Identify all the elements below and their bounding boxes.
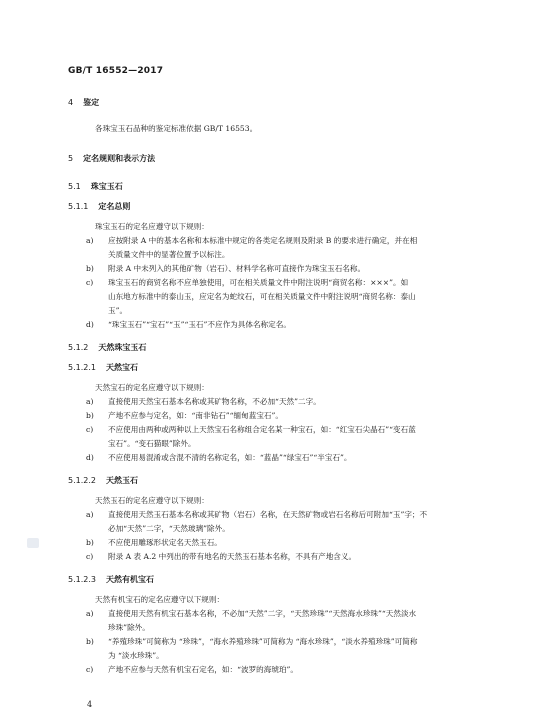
section-heading-5: [68, 153, 155, 164]
section-number: 5.1.1: [68, 202, 89, 211]
list-marker: d): [86, 320, 94, 329]
list-marker: d): [86, 453, 94, 462]
list-item: [86, 508, 496, 536]
list-item: [86, 234, 496, 262]
list-text-line: 直接使用天然宝石基本名称或其矿物名称，不必加“天然”二字。: [108, 397, 321, 406]
list-text-line: 产地不应参与天然有机宝石定名，如：“波罗的海琥珀”。: [108, 665, 299, 674]
section-5-1-2-1-intro: 天然宝石的定名应遵守以下规则：: [95, 383, 209, 392]
list-item: [86, 451, 496, 465]
list-text-line: 宝石”。“变石猫眼”除外。: [108, 439, 196, 448]
section-5-1-2-3-intro: 天然有机宝石的定名应遵守以下规则：: [95, 595, 225, 604]
list-text-line: 不应使用由两种或两种以上天然宝石名称组合定名某一种宝石，如：“红宝石尖晶石”“变石蓝: [108, 425, 416, 434]
list-marker: c): [86, 665, 94, 674]
section-4-body: 各珠宝玉石品种的鉴定标准依据 GB/T 16553。: [95, 124, 258, 133]
list-text-line: 为 “淡水珍珠”。: [108, 651, 164, 660]
section-number: 5.1.2.1: [68, 363, 96, 372]
document-code: GB/T 16552—2017: [68, 66, 164, 76]
section-5-1-1-intro: 珠宝玉石的定名应遵守以下规则：: [95, 222, 209, 231]
list-item: [86, 635, 496, 663]
list-item: [86, 409, 496, 423]
list-marker: b): [86, 538, 94, 547]
list-text-line: 应按附录 A 中的基本名称和本标准中规定的各类定名规则及附录 B 的要求进行确定，并在相: [108, 236, 418, 245]
list-text-line: 不应使用易混淆或含混不清的名称定名，如：“蓝晶”“绿宝石”“半宝石”。: [108, 453, 352, 462]
list-item: [86, 663, 496, 677]
list-text-line: 附录 A 表 A.2 中列出的带有地名的天然玉石基本名称，不具有产地含义。: [108, 552, 357, 561]
scan-mark: [27, 538, 39, 548]
list-item: [86, 276, 496, 318]
section-heading-5-1-2-1: [68, 362, 138, 373]
section-title: 天然玉石: [106, 476, 138, 485]
list-marker: b): [86, 264, 94, 273]
section-number: 5: [68, 154, 74, 163]
section-5-1-2-2-intro: 天然玉石的定名应遵守以下规则：: [95, 496, 209, 505]
list-item: [86, 262, 496, 276]
page-number: 4: [87, 700, 93, 709]
list-marker: c): [86, 425, 94, 434]
list-text-line: 山东地方标准中的泰山玉，应定名为蛇纹石，可在相关质量文件中附注说明“商贸名称：泰山: [108, 292, 416, 301]
section-heading-5-1-2-2: [68, 475, 138, 486]
section-heading-5-1-2-3: [68, 574, 154, 585]
list-text-line: 产地不应参与定名，如：“南非钻石”“缅甸蓝宝石”。: [108, 411, 283, 420]
list-marker: c): [86, 278, 94, 287]
section-heading-5-1-1: [68, 201, 130, 212]
section-number: 5.1.2: [68, 343, 89, 352]
list-marker: a): [86, 510, 94, 519]
list-text-line: 不应使用雕琢形状定名天然玉石。: [108, 538, 222, 547]
section-title: 天然宝石: [106, 363, 138, 372]
list-text-line: 附录 A 中未列入的其他矿物（岩石）、材料学名称可直接作为珠宝玉石名称。: [108, 264, 366, 273]
section-heading-5-1: [68, 181, 123, 192]
list-item: [86, 395, 496, 409]
list-text-line: 珠宝玉石的商贸名称不应单独使用，可在相关质量文件中附注说明“商贸名称：×××”。如: [108, 278, 409, 287]
list-text-line: 直接使用天然玉石基本名称或其矿物（岩石）名称，在天然矿物或岩石名称后可附加“玉”字；不: [108, 510, 428, 519]
section-title: 定名规则和表示方法: [83, 154, 156, 163]
list-marker: c): [86, 552, 94, 561]
section-title: 天然有机宝石: [106, 575, 154, 584]
list-item: [86, 550, 496, 564]
list-item: [86, 423, 496, 451]
list-text-line: 玉”。: [108, 306, 128, 315]
list-item: [86, 318, 496, 332]
list-text-line: 珍珠”除外。: [108, 623, 150, 632]
list-marker: a): [86, 236, 94, 245]
section-number: 5.1.2.3: [68, 575, 96, 584]
section-number: 5.1: [68, 182, 81, 191]
list-item: [86, 607, 496, 635]
list-item: [86, 536, 496, 550]
section-title: 鉴定: [83, 98, 100, 107]
list-marker: a): [86, 609, 94, 618]
section-title: 定名总则: [98, 202, 131, 211]
list-text-line: “珠宝玉石”“宝石”“玉”“玉石”不应作为具体名称定名。: [108, 320, 291, 329]
list-text-line: 直接使用天然有机宝石基本名称，不必加“天然”二字，“天然珍珠”“天然海水珍珠”“天然淡水: [108, 609, 417, 618]
list-text-line: 必加“天然”二字，“天然玻璃”除外。: [108, 524, 230, 533]
list-marker: a): [86, 397, 94, 406]
list-marker: b): [86, 411, 94, 420]
section-heading-5-1-2: [68, 342, 146, 353]
list-text-line: 关质量文件中的显著位置予以标注。: [108, 250, 230, 259]
section-number: 4: [68, 98, 74, 107]
section-title: 天然珠宝玉石: [98, 343, 147, 352]
list-text-line: “养殖珍珠”可简称为 “珍珠”，“海水养殖珍珠”可简称为 “海水珍珠”，“淡水养殖珍珠”可简称: [108, 637, 418, 646]
section-heading-4: [68, 97, 99, 108]
list-marker: b): [86, 637, 94, 646]
section-title: 珠宝玉石: [90, 182, 123, 191]
section-number: 5.1.2.2: [68, 476, 96, 485]
